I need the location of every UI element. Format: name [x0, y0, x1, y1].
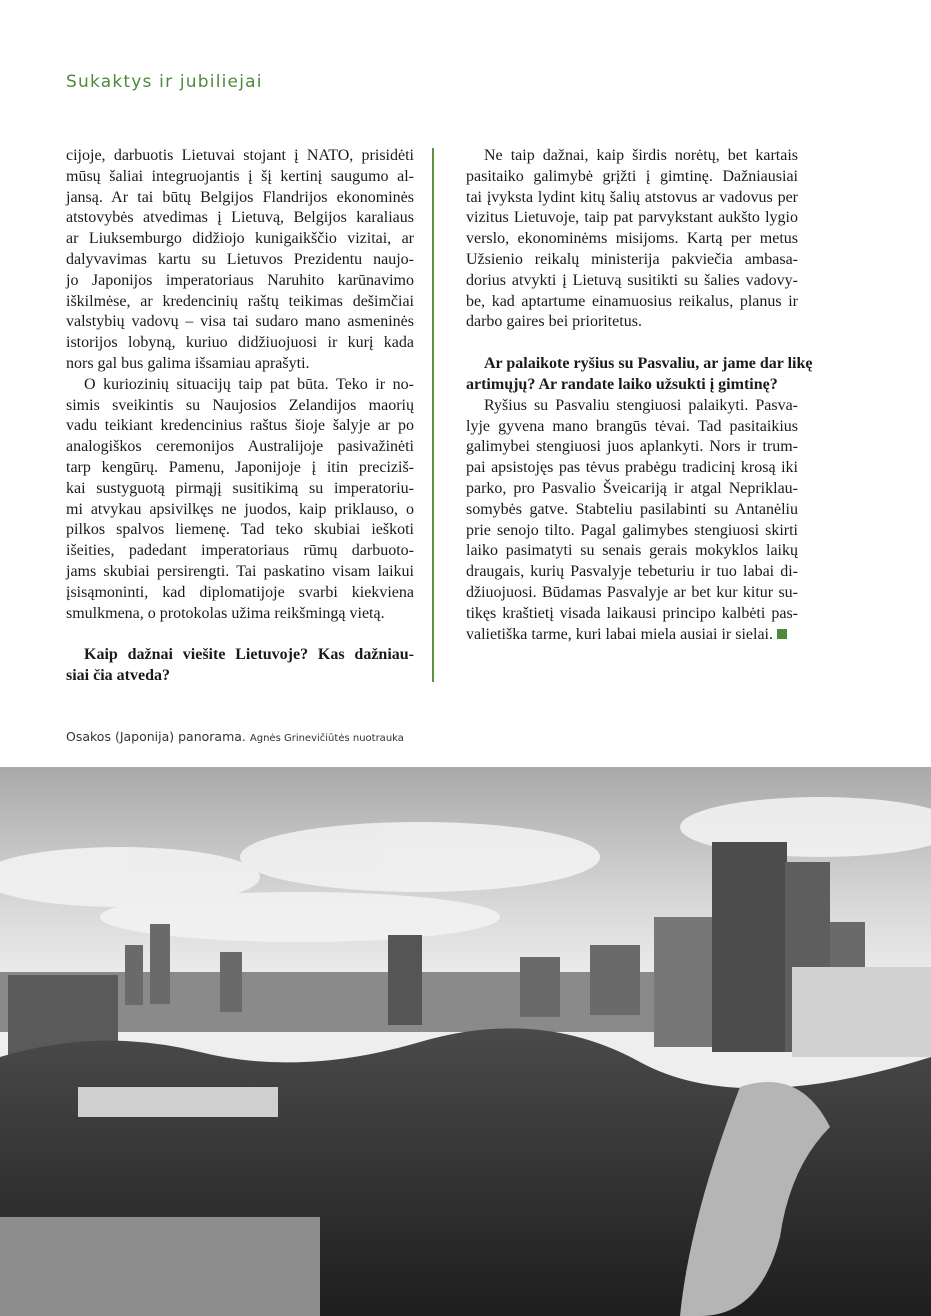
text-line: dorius atvykti į Lietuvą susitikti su šalies vadovy- — [466, 271, 798, 289]
caption-text: Osakos (Japonija) panorama. — [66, 729, 246, 744]
text-line: simis sveikintis su Naujosios Zelandijos maorių — [66, 396, 414, 414]
paragraph — [466, 396, 798, 646]
text-line: darbo gaires bei prioritetus. — [466, 313, 642, 331]
interview-question — [466, 354, 813, 396]
text-line: ar Liuksemburgo didžiojo kunigaikščio vizitai, ar — [66, 230, 414, 248]
text-line: mi atvykau apsivilkęs ne juodos, kaip priklauso, o — [66, 500, 414, 518]
plaza — [0, 1217, 320, 1316]
text-line: somybės gatve. Stabteliu pasilabinti su Antanėliu — [466, 500, 798, 518]
text-line: verslo, ekonominėms misijoms. Kartą per metus — [466, 230, 798, 248]
text-line: išeities, padedant imperatoriaus rūmų darbuoto- — [66, 542, 414, 560]
text-line: dalyvavimas kartu su Lietuvos Prezidentu naujo- — [66, 250, 414, 268]
paragraph — [66, 375, 414, 625]
text-line: nors gal bus galima išsamiau aprašyti. — [66, 354, 310, 372]
text-line: smulkmena, o protokolas užima reikšmingą vietą. — [66, 604, 385, 622]
text-line: be, kad aptartume einamuosius reikalus, planus ir — [466, 292, 798, 310]
paragraph — [66, 146, 414, 375]
text-line: jo Japonijos imperatoriaus Naruhito karūnavimo — [66, 271, 414, 289]
text-line: valstybių vadovų – visa tai sudaro mano asmeninės — [66, 313, 414, 331]
text-line: kai sustyguotą pirmąjį susitikimą su imperatoriu- — [66, 479, 414, 497]
text-line: pai apsistojęs pas tėvus prabėgu tradicinį krosą iki — [466, 459, 798, 477]
text-line: draugais, kurių Pasvalyje tebeturiu ir tuo labai di- — [466, 563, 798, 581]
text-line: valietiška tarme, kuri labai miela ausiai ir sielai. — [466, 625, 798, 646]
end-of-article-mark — [777, 629, 787, 639]
text-line: mūsų šaliai integruojantis į šį kertinį saugumo al- — [66, 167, 414, 185]
text-line: vizitus Lietuvoje, taip pat parvykstant aukšto lygio — [466, 209, 798, 227]
text-line: džiuojuosi. Būdamas Pasvalyje ar bet kur kitur su- — [466, 583, 798, 601]
right-column — [466, 146, 813, 645]
osaka-panorama-photo — [0, 767, 931, 1316]
text-line: Kaip dažnai viešite Lietuvoje? Kas dažniau- — [84, 646, 414, 664]
text-line: analogiškos ceremonijos Australijoje pasivažinėti — [66, 438, 414, 456]
temple-roof — [78, 1087, 278, 1117]
photo-caption — [66, 729, 404, 744]
text-line: prie senojo tilto. Pagal galimybes stengiuosi skirti — [466, 521, 798, 539]
left-column — [66, 146, 414, 687]
paragraph — [466, 146, 798, 333]
text-line: Užsienio reikalų ministerija pakviečia ambasa- — [466, 250, 798, 268]
text-line: tikęs kraštietį visada laikausi principo kalbėti pas- — [466, 604, 798, 622]
text-line: tai įvyksta lydint kitų šalių atstovus ar vadovus per — [466, 188, 798, 206]
text-line: cijoje, darbuotis Lietuvai stojant į NATO, prisidėti — [66, 147, 414, 164]
text-line: pasitaiko galimybė grįžti į gimtinę. Dažniausiai — [466, 167, 798, 185]
text-line: iškilmėse, ar kredencinių raštų teikimas dešimčiai — [66, 292, 414, 310]
interview-question — [66, 645, 414, 687]
text-line: jansą. Ar tai būtų Belgijos Flandrijos ekonominės — [66, 188, 414, 206]
section-title: Sukaktys ir jubiliejai — [66, 72, 263, 92]
text-line: lyje gyvena mano brangūs tėvai. Tad pasitaikius — [466, 417, 798, 435]
text-line: įsisąmoninti, kad diplomatijoje svarbi kiekviena — [66, 583, 414, 601]
text-line: O kuriozinių situacijų taip pat būta. Teko ir no- — [84, 375, 414, 393]
column-divider — [432, 148, 434, 682]
text-line: artimųjų? Ar randate laiko užsukti į gimtinę? — [466, 375, 778, 393]
text-line: atstovybės atvedimas į Lietuvą, Belgijos karaliaus — [66, 209, 414, 227]
text-line: laiko pasimatyti su senais gerais mokyklos laikų — [466, 542, 798, 560]
text-line: parko, pro Pasvalio Šveicariją ir atgal Nepriklau- — [466, 479, 798, 497]
text-line: galimybei stengiuosi juos aplankyti. Nors ir trum- — [466, 438, 798, 456]
text-line: vadu teikiant kredencinius raštus šioje šalyje ar po — [66, 417, 414, 435]
photo-credit: Agnės Grinevičiūtės nuotrauka — [249, 733, 404, 744]
text-line: Ne taip dažnai, kaip širdis norėtų, bet kartais — [484, 147, 798, 164]
text-line: jams skubiai persirengti. Tai paskatino visam laikui — [66, 562, 414, 580]
text-line: pilkos spalvos liemenę. Tad teko skubiai ieškoti — [66, 521, 414, 539]
text-line: siai čia atveda? — [66, 667, 170, 685]
text-line: istorijos lobyną, kuriuo didžiuojuosi ir kurį kada — [66, 334, 414, 352]
text-line: tarp kengūrų. Pamenu, Japonijoje į itin preciziš- — [66, 458, 414, 476]
text-line: Ryšius su Pasvaliu stengiuosi palaikyti. Pasva- — [484, 396, 798, 414]
text-line: Ar palaikote ryšius su Pasvaliu, ar jame dar likę — [484, 355, 813, 373]
